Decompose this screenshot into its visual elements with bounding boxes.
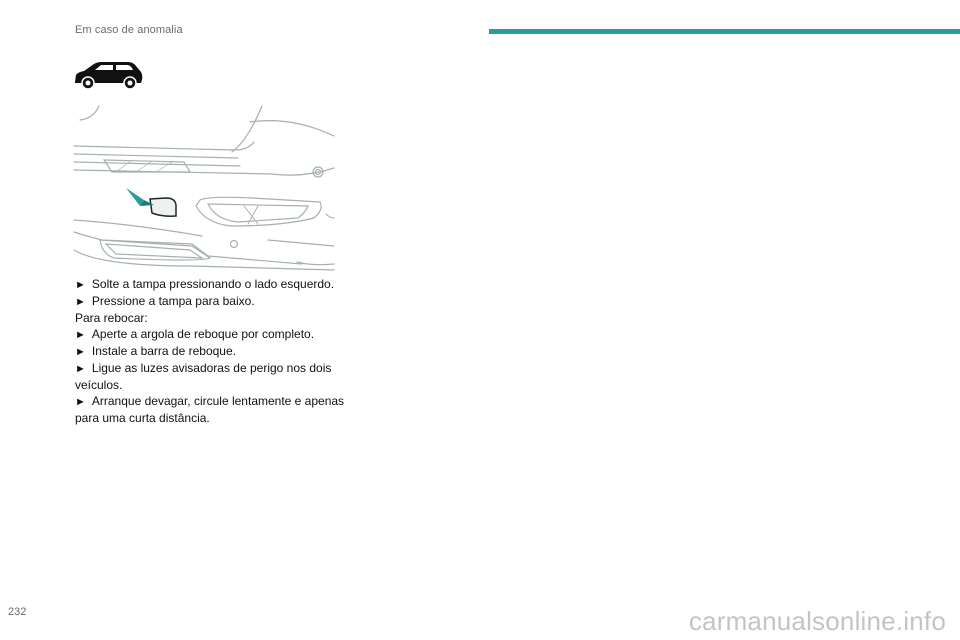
section-header: Em caso de anomalia [75, 24, 183, 36]
instruction-step: ► Solte a tampa pressionando o lado esquerdo. [75, 277, 335, 291]
towing-instructions [75, 276, 345, 426]
instruction-heading: Para rebocar: [75, 311, 148, 325]
section-accent-bar [489, 29, 960, 34]
teal-arrow-icon [124, 186, 158, 212]
instruction-step: ► Aperte a argola de reboque por completo. [75, 327, 315, 341]
instruction-step: ► Pressione a tampa para baixo. [75, 294, 255, 308]
car-side-icon [72, 60, 144, 92]
instruction-step: ► Instale a barra de reboque. [75, 344, 236, 358]
page-number: 232 [8, 606, 27, 618]
instruction-step: ► Arranque devagar, circule lentamente e apenas para uma curta distância. [75, 394, 345, 425]
watermark: carmanualsonline.info [688, 606, 946, 636]
rear-bumper-illustration [72, 100, 336, 272]
instruction-step: ► Ligue as luzes avisadoras de perigo nos dois veículos. [75, 361, 332, 392]
